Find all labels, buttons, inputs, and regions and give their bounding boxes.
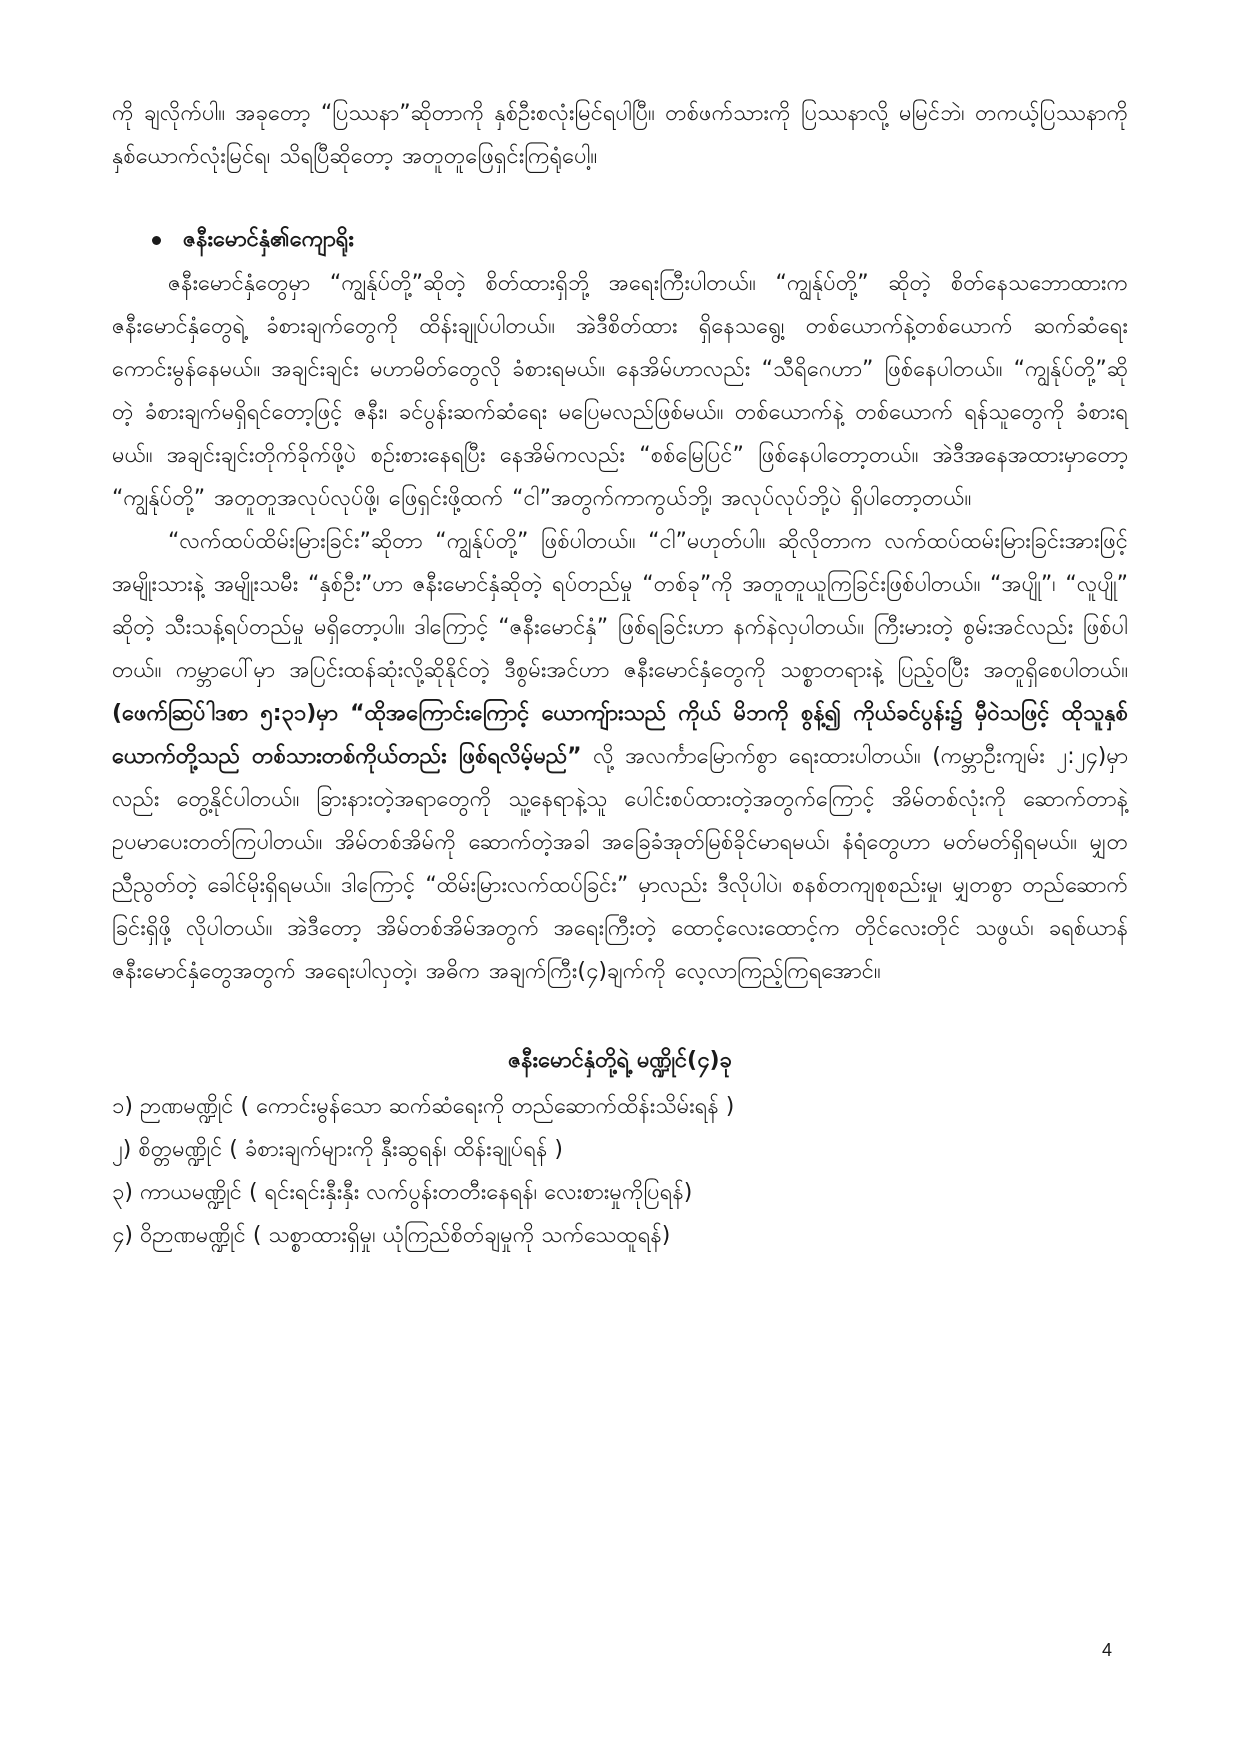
scripture-quote: (ဖေက်ဆြပ်ါဒစာ ၅:၃၁)မှာ “ထိုအကြောင်းကြောင့် ယောကျ်ားသည် ကိုယ် မိဘကို စွန့်၍ ကိုယ်ခင်ပွန်း၌ မှီဝဲသဖြင့် ထိုသူနှစ်ယောက်တို့သည် တစ်သားတစ်ကိုယ်တည်း ဖြစ်ရလိမ့်မည်”: [112, 701, 1128, 769]
list-item: ၃) ကာယမဏ္ဍိုင် ( ရင်းရင်းနှီးနှီး လက်ပွန်းတတီးနေရန်၊ လေးစားမှုကိုပြရန်): [112, 1180, 693, 1205]
page-number: 4: [1101, 1640, 1112, 1660]
list-item: ၄) ဝိဉာဏမဏ္ဍိုင် ( သစ္စာထားရှိမှု၊ ယုံကြည်စိတ်ချမှုကို သက်သေထူရန်): [112, 1223, 671, 1248]
body-paragraph-2: [112, 520, 1128, 993]
body-paragraph-1: ဇနီးမောင်နှံတွေမှာ “ကျွန်ုပ်တို့”ဆိုတဲ့ စိတ်ထားရှိဘို့ အရေးကြီးပါတယ်။ “ကျွန်ုပ်တို့” ဆိုတဲ့ စိတ်နေသဘောထားက ဇနီးမောင်နှံတွေရဲ့ ခံစားချက်တွေကို ထိန်းချုပ်ပါတယ်။ အဲဒီစိတ်ထား ရှိနေသရွေ့၊ တစ်ယောက်နဲ့တစ်ယောက် ဆက်ဆံရေးကောင်းမွန်နေမယ်။ အချင်းချင်း မဟာမိတ်တွေလို ခံစားရမယ်။ နေအိမ်ဟာလည်း “သီရိဂေဟာ” ဖြစ်နေပါတယ်။ “ကျွန်ုပ်တို့”ဆိုတဲ့ ခံစားချက်မရှိရင်တော့ဖြင့် ဇနီး၊ ခင်ပွန်းဆက်ဆံရေး မပြေမလည်ဖြစ်မယ်။ တစ်ယောက်နဲ့ တစ်ယောက် ရန်သူတွေကို ခံစားရမယ်။ အချင်းချင်းတိုက်ခိုက်ဖို့ပဲ စဉ်းစားနေရပြီး နေအိမ်ကလည်း “စစ်မြေပြင်” ဖြစ်နေပါတော့တယ်။ အဲဒီအနေအထားမှာတော့ “ကျွန်ုပ်တို့” အတူတူအလုပ်လုပ်ဖို့၊ ဖြေရှင်းဖို့ထက် “ငါ”အတွက်ကာကွယ်ဘို့၊ အလုပ်လုပ်ဘို့ပဲ ရှိပါတော့တယ်။: [112, 271, 1128, 511]
bullet-dot-icon: [152, 236, 161, 245]
paragraph-2-end: လို့ အလင်္ကာမြောက်စွာ ရေးထားပါတယ်။ (ကမ္ဘာဦးကျမ်း ၂:၂၄)မှာလည်း တွေ့နိုင်ပါတယ်။ ခြားနားတဲ့အရာတွေကို သူ့နေရာနဲ့သူ ပေါင်းစပ်ထားတဲ့အတွက်ကြောင့် အိမ်တစ်လုံးကို ဆောက်တာနဲ့ ဥပမာပေးတတ်ကြပါတယ်။ အိမ်တစ်အိမ်ကို ဆောက်တဲ့အခါ အခြေခံအုတ်မြစ်ခိုင်မာရမယ်၊ နံရံတွေဟာ မတ်မတ်ရှိရမယ်။ မျှတညီညွတ်တဲ့ ခေါင်မိုးရှိရမယ်။ ဒါကြောင့် “ထိမ်းမြားလက်ထပ်ခြင်း” မှာလည်း ဒီလိုပါပဲ၊ စနစ်တကျစုစည်းမှု၊ မျှတစွာ တည်ဆောက်ခြင်းရှိဖို့ လိုပါတယ်။ အဲဒီတော့ အိမ်တစ်အိမ်အတွက် အရေးကြီးတဲ့ ထောင့်လေးထောင့်က တိုင်လေးတိုင် သဖွယ်၊ ခရစ်ယာန်ဇနီးမောင်နှံတွေအတွက် အရေးပါလှတဲ့၊ အဓိက အချက်ကြီး(၄)ချက်ကို လေ့လာကြည့်ကြရအောင်။: [112, 744, 1128, 984]
intro-paragraph: ကို ချလိုက်ပါ။ အခုတော့ “ပြဿနာ”ဆိုတာကို နှစ်ဦးစလုံးမြင်ရပါပြီ။ တစ်ဖက်သားကို ပြဿနာလို့ မမြင်ဘဲ၊ တကယ့်ပြဿနာကို နှစ်ယောက်လုံးမြင်ရ၊ သိရပြီဆိုတော့ အတူတူဖြေရှင်းကြရုံပေါ့။: [112, 101, 1128, 169]
page-body: [112, 92, 1128, 1257]
list-item: ၂) စိတ္တမဏ္ဍိုင် ( ခံစားချက်များကို နှီးဆွရန်၊ ထိန်းချုပ်ရန် ): [112, 1137, 563, 1162]
pillars-list: [112, 1085, 1128, 1257]
list-item: ၁) ဉာဏမဏ္ဍိုင် ( ကောင်းမွန်သော ဆက်ဆံရေးကို တည်ဆောက်ထိန်းသိမ်းရန် ): [112, 1094, 735, 1119]
section-title: ဇနီးမောင်နှံတို့ရဲ့ မဏ္ဍိုင်(၄)ခု: [508, 1048, 732, 1073]
bullet-heading: [152, 218, 1128, 262]
paragraph-2-start: “လက်ထပ်ထိမ်းမြားခြင်း”ဆိုတာ “ကျွန်ုပ်တို့” ဖြစ်ပါတယ်။ “ငါ”မဟုတ်ပါ။ ဆိုလိုတာက လက်ထပ်ထမ်းမြားခြင်းအားဖြင့် အမျိုးသားနဲ့ အမျိုးသမီး “နှစ်ဦး”ဟာ ဇနီးမောင်နှံဆိုတဲ့ ရပ်တည်မှု “တစ်ခု”ကို အတူတူယူကြခြင်းဖြစ်ပါတယ်။ “အပျို”၊ “လူပျို” ဆိုတဲ့ သီးသန့်ရပ်တည်မှု မရှိတော့ပါ။ ဒါကြောင့် “ဇနီးမောင်နှံ” ဖြစ်ရခြင်းဟာ နက်နဲလှပါတယ်။ ကြီးမားတဲ့ စွမ်းအင်လည်း ဖြစ်ပါတယ်။ ကမ္ဘာပေါ်မှာ အပြင်းထန်ဆုံးလို့ဆိုနိုင်တဲ့ ဒီစွမ်းအင်ဟာ ဇနီးမောင်နှံတွေကို သစ္စာတရားနဲ့ ပြည့်ဝပြီး အတူရှိစေပါတယ်။: [112, 529, 1128, 683]
bullet-heading-text: ဇနီးမောင်နှံ၏ကျောရိုး: [183, 226, 354, 252]
